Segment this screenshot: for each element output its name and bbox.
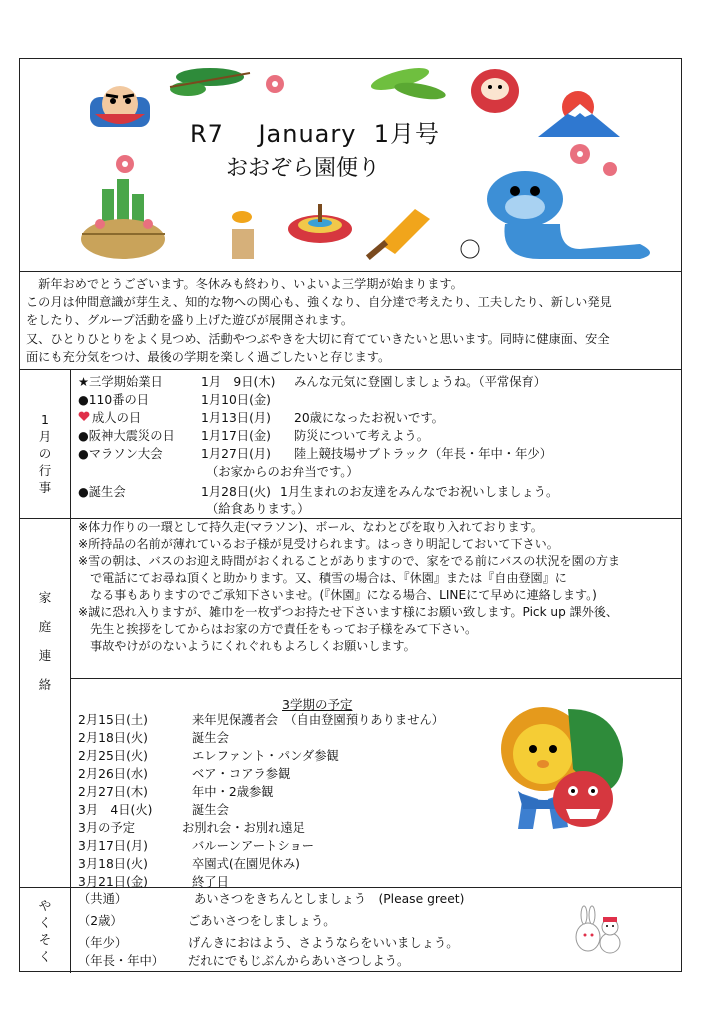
- shuttlecock-icon: [461, 240, 479, 258]
- column-divider: [70, 369, 71, 973]
- daruma-icon: [471, 69, 519, 113]
- bamboo-leaf-icon: [369, 64, 447, 103]
- promise-section-label: や く そ く: [38, 898, 52, 964]
- event-description: （お家からのお弁当です。）: [206, 465, 359, 479]
- notice-line: ※雪の朝は、バスのお迎え時間がおくれることがありますので、家をでる前にバスの状況を園の方ま: [78, 554, 621, 568]
- divider: [20, 271, 681, 272]
- event-name: 成人の日: [92, 411, 142, 425]
- intro-paragraph: [26, 275, 676, 366]
- pine-branch-icon: [170, 68, 250, 96]
- newsletter-name: おおぞら園便り: [226, 156, 381, 181]
- event-name: ●誕生会: [78, 485, 126, 499]
- notice-line: ※誠に恐れ入りますが、雑巾を一枚ずつお持たせ下さいます様にお願い致します。Pick up 課外後、: [78, 605, 618, 619]
- event-name: ●マラソン大会: [78, 447, 163, 461]
- event-name: ●110番の日: [78, 393, 150, 407]
- snow-bunny-illustration: [568, 897, 628, 957]
- snow-rabbit-icon: [576, 906, 600, 951]
- event-date: 1月10日(金): [201, 393, 271, 407]
- kadomatsu-icon: [81, 179, 165, 259]
- mount-fuji-icon: [538, 91, 620, 137]
- divider: [20, 369, 681, 370]
- plum-flower-icon: [266, 75, 284, 93]
- home-notices: [78, 519, 678, 655]
- notice-line: 事故やけがのないようにくれぐれもよろしくお願いします。: [78, 639, 416, 653]
- event-description: 20歳になったお祝いです。: [294, 411, 444, 425]
- plum-flower-icon: [570, 144, 590, 164]
- snake-icon: [487, 171, 650, 259]
- intro-line: 新年おめでとうございます。冬休みも終わり、いよいよ三学期が始まります。: [26, 277, 463, 291]
- intro-line: 面にも充分気をつけ、最後の学期を楽しく過ごしたいと存じます。: [26, 349, 391, 364]
- intro-line: 又、ひとりひとりをよく見つめ、活動やつぶやきを大切に育てていきたいと思います。同時に健康面、安全: [26, 331, 610, 346]
- spinning-top-icon: [288, 204, 352, 243]
- plum-flower-icon: [603, 162, 617, 176]
- newsletter-issue-title: R7 January 1月号: [190, 120, 440, 148]
- event-name: ●阪神大震災の日: [78, 429, 175, 443]
- event-date: 1月13日(月): [201, 411, 271, 425]
- kagami-mochi-icon: [232, 211, 254, 259]
- intro-line: をしたり、グループ活動を盛り上げた遊びが展開されます。: [26, 313, 354, 328]
- event-date: 1月27日(月): [201, 447, 271, 461]
- home-notice-section-label: 家 庭 連 絡: [38, 590, 52, 692]
- divider: [70, 678, 681, 679]
- notice-line: ※所持品の名前が薄れているお子様が見受けられます。はっきり明記しておいて下さい。: [78, 537, 559, 551]
- event-name: ★三学期始業日: [78, 375, 163, 389]
- plum-flower-icon: [116, 155, 134, 173]
- events-section-label: 1 月 の 行 事: [38, 412, 52, 495]
- event-date: 1月 9日(木): [201, 375, 276, 389]
- event-date: 1月17日(金): [201, 429, 271, 443]
- notice-line: 先生と挨拶をしてからはお家の方で責任をもってお子様をみて下さい。: [78, 622, 478, 636]
- lion-dance-illustration: [488, 699, 628, 849]
- event-description: （給食あります。）: [206, 502, 310, 516]
- intro-line: この月は仲間意識が芽生え、知的な物への関心も、強くなり、自分達で考えたり、工夫したり、新しい発見: [26, 295, 612, 310]
- snowman-icon: [600, 917, 620, 953]
- notice-line: で電話にてお尋ね頂くと助かります。又、積雪の場合は、『休園』または『自由登園』に: [78, 571, 567, 585]
- hagoita-icon: [366, 209, 430, 260]
- heart-icon: [78, 409, 90, 427]
- event-description: 防災について考えよう。: [294, 429, 430, 443]
- schedule-title: 3学期の予定: [282, 697, 353, 712]
- lucky-god-icon: [90, 86, 150, 127]
- notice-line: なる事もありますのでご承知下さいませ。(『休園』になる場合、LINEにて早めに連絡します。): [78, 588, 597, 602]
- event-date: 1月28日(火): [201, 485, 271, 499]
- event-description: 陸上競技場サブトラック（年長・年中・年少）: [294, 447, 552, 461]
- newsletter-sheet: R7 January 1月号 おおぞら園便り 新年おめでとうございます。冬休みも終わり、いよいよ三学期が始まります。 この月は仲間意識が芽生え、知的な物への関心も、強くなり、自分達で考えたり、工夫したり、新しい発見 をしたり、グループ活動を盛り上げた遊びが展開されます。 又、ひとりひとりをよく見つめ、活動やつぶやきを大切に育てていきたいと思います。同時に健康面、安全 面にも充分気をつけ、最後の学期を楽しく過ごしたいと存じます。 1 月 の 行 事 ★三学期始業日 1月 9日(木) みんな元気に登園しましょうね。（平常保育） ●110番の日 1月10日(金) 成人の日 1月13日(月) 20歳になったお祝いです。 ●阪神大震災の日 1月17日(金) 防災について考えよう。 ●マラソン大会 1月27日(月) 陸上競技場サブトラック（年長・年中・年少） （お家からのお弁当です。） ●誕生会 1月28日(火) 1月生まれのお友達をみんなでお祝いしましょう。 （給食あります。） 家 庭 連 絡 ※体力作りの一環として持久走(マラソン)、ボール、なわとびを取り入れております。 ※所持品の名前が薄れているお子様が見受けられます。はっきり明記しておいて下さい。 ※雪の朝は、バスのお迎え時間がおくれることがありますので、家をでる前にバスの状況を園の方ま で電話にてお尋ね頂くと助かります。又、積雪の場合は、『休園』または『自由登園』に なる事もありますのでご承知下さいませ。(『休園』になる場合、LINEにて早めに連絡します。) ※誠に恐れ入りますが、雑巾を一枚ずつお持たせ下さいます様にお願い致します。Pick up 課外後、 先生と挨拶をしてからはお家の方で責任をもってお子様をみて下さい。 事故やけがのないようにくれぐれもよろしくお願いします。 3学期の予定 2月15日(土) 来年児保護者会 （自由登園預りありません） 2月18日(火) 誕生会 2月25日(火) エレファント・パンダ参観 2月26日(水) ベア・コアラ参観 2月27日(木) 年中・2歳参観 3月 4日(火) 誕生会 3月の予定 お別れ会・お別れ遠足 3月17日(月) バルーンアートショー 3月18日(火) 卒園式(在園児休み) 3月21日(金) 終了日 や く そ く （共通） あいさつをきちんとしましょう (Please greet) （2歳） ごあいさつをしましょう。 （年少） げんきにおはよう、さようならをいいましょう。 （年長・年中） だれにでもじぶんからあいさつしよう。: [19, 58, 682, 972]
- notice-line: ※体力作りの一環として持久走(マラソン)、ボール、なわとびを取り入れております。: [78, 520, 543, 534]
- event-description: 1月生まれのお友達をみんなでお祝いしましょう。: [280, 485, 559, 499]
- event-description: みんな元気に登園しましょうね。（平常保育）: [294, 375, 547, 389]
- divider: [20, 887, 681, 888]
